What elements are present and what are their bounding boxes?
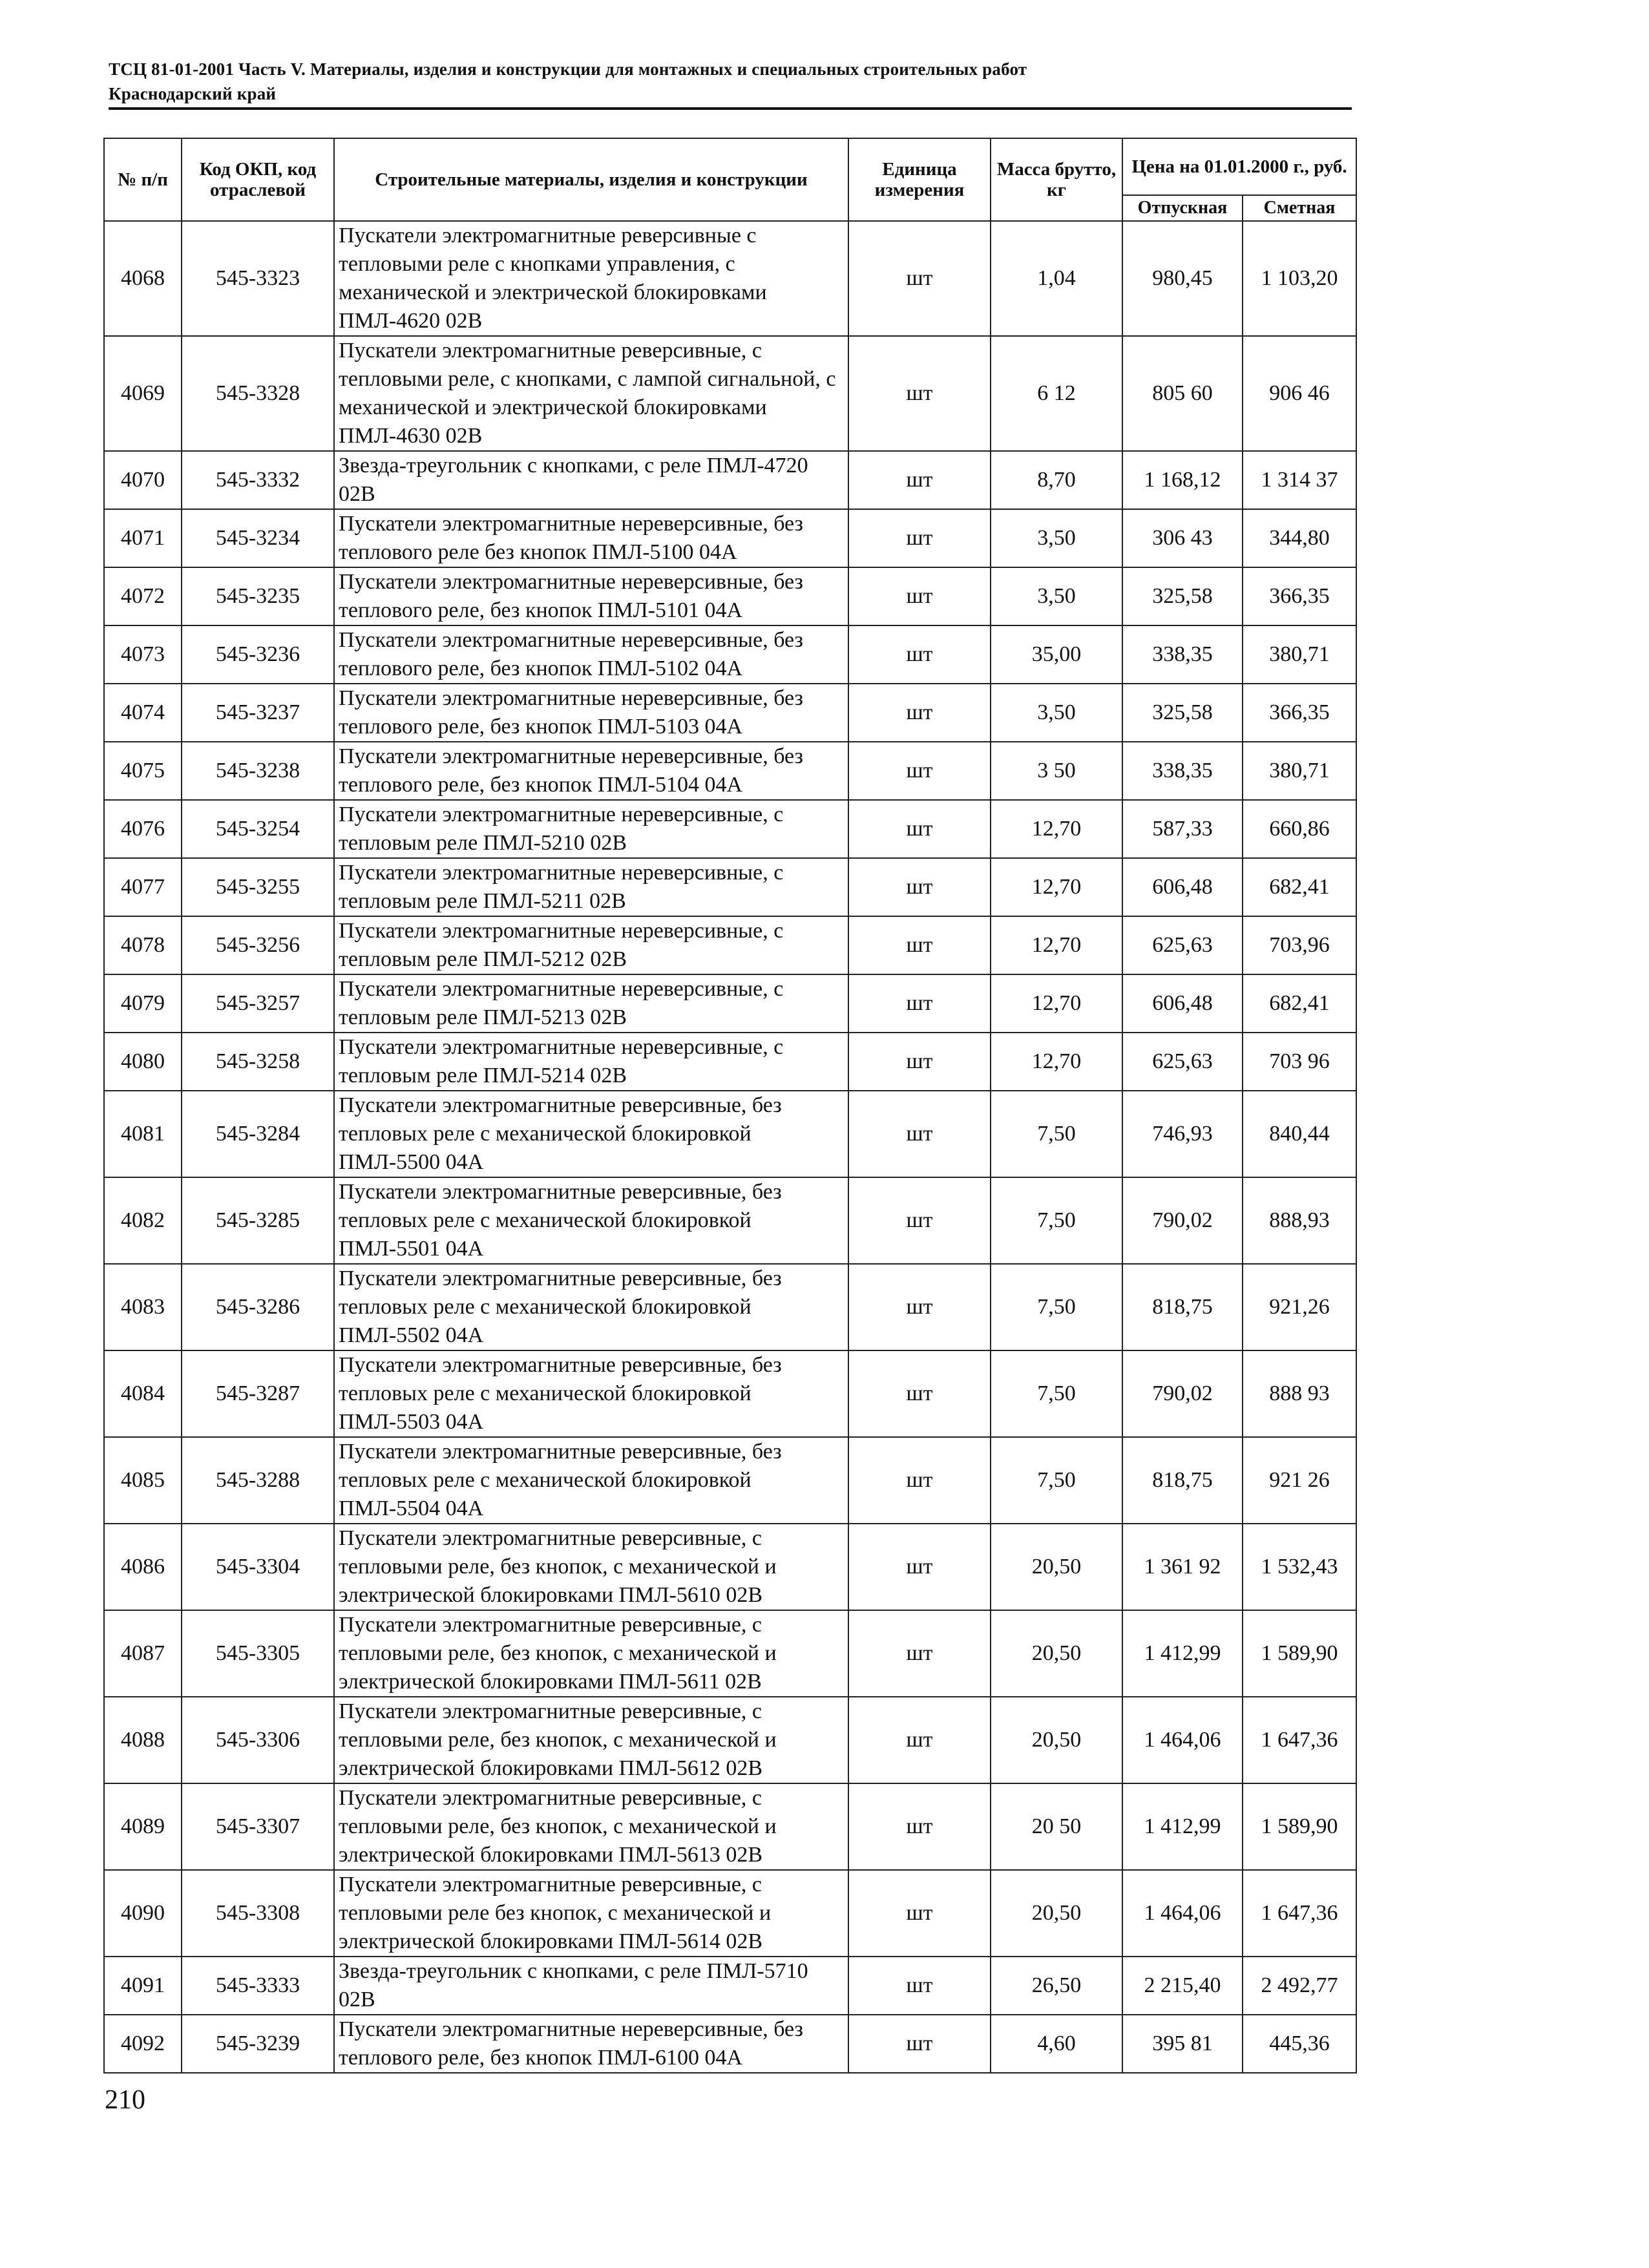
- cell-mass: 4,60: [991, 2015, 1122, 2073]
- cell-unit: шт: [848, 1350, 991, 1437]
- table-row: [104, 1957, 1356, 2015]
- table-row: [104, 916, 1356, 974]
- cell-name: Пускатели электромагнитные реверсивные, без тепловых реле с механической блокировкой ПМЛ-5500 04А: [334, 1091, 848, 1177]
- cell-mass: 3,50: [991, 684, 1122, 742]
- cell-name: Пускатели электромагнитные нереверсивные, без теплового реле, без кнопок ПМЛ-6100 04А: [334, 2015, 848, 2073]
- cell-estimate: 380,71: [1243, 625, 1356, 684]
- table-row: [104, 1437, 1356, 1524]
- cell-name: Пускатели электромагнитные нереверсивные, без теплового реле, без кнопок ПМЛ-5103 04А: [334, 684, 848, 742]
- cell-num: 4070: [104, 451, 182, 509]
- table-row: [104, 1610, 1356, 1697]
- cell-unit: шт: [848, 336, 991, 451]
- cell-unit: шт: [848, 509, 991, 567]
- cell-mass: 20 50: [991, 1783, 1122, 1870]
- cell-num: 4086: [104, 1524, 182, 1610]
- page-number: 210: [105, 2085, 145, 2115]
- cell-unit: шт: [848, 800, 991, 858]
- cell-release: 790,02: [1122, 1177, 1243, 1264]
- cell-num: 4074: [104, 684, 182, 742]
- cell-num: 4069: [104, 336, 182, 451]
- cell-unit: шт: [848, 1783, 991, 1870]
- table-row: [104, 800, 1356, 858]
- table-row: [104, 1177, 1356, 1264]
- cell-name: Пускатели электромагнитные реверсивные с тепловыми реле с кнопками управления, с механической и электрической блокировками ПМЛ-4620 02В: [334, 221, 848, 336]
- cell-release: 746,93: [1122, 1091, 1243, 1177]
- cell-unit: шт: [848, 1957, 991, 2015]
- header-title: ТСЦ 81-01-2001 Часть V. Материалы, изделия и конструкции для монтажных и специальных строительных работ: [109, 59, 1027, 79]
- cell-num: 4079: [104, 974, 182, 1033]
- cell-code: 545-3255: [182, 858, 334, 916]
- cell-release: 1 361 92: [1122, 1524, 1243, 1610]
- cell-estimate: 840,44: [1243, 1091, 1356, 1177]
- cell-release: 338,35: [1122, 625, 1243, 684]
- cell-name: Пускатели электромагнитные реверсивные, с тепловыми реле, без кнопок, с механической и электрической блокировками ПМЛ-5612 02В: [334, 1697, 848, 1783]
- cell-unit: шт: [848, 1697, 991, 1783]
- cell-name: Пускатели электромагнитные реверсивные, с тепловыми реле без кнопок, с механической и электрической блокировками ПМЛ-5614 02В: [334, 1870, 848, 1957]
- table-body: [104, 221, 1356, 2073]
- cell-code: 545-3308: [182, 1870, 334, 1957]
- cell-code: 545-3304: [182, 1524, 334, 1610]
- materials-table: [103, 138, 1357, 2074]
- cell-code: 545-3257: [182, 974, 334, 1033]
- cell-unit: шт: [848, 1033, 991, 1091]
- cell-code: 545-3305: [182, 1610, 334, 1697]
- table-row: [104, 451, 1356, 509]
- cell-num: 4088: [104, 1697, 182, 1783]
- cell-code: 545-3286: [182, 1264, 334, 1350]
- cell-name: Звезда-треугольник с кнопками, с реле ПМЛ-4720 02В: [334, 451, 848, 509]
- cell-mass: 6 12: [991, 336, 1122, 451]
- cell-code: 545-3332: [182, 451, 334, 509]
- cell-name: Пускатели электромагнитные реверсивные, без тепловых реле с механической блокировкой ПМЛ-5501 04А: [334, 1177, 848, 1264]
- cell-name: Пускатели электромагнитные реверсивные, с тепловыми реле, без кнопок, с механической и электрической блокировками ПМЛ-5610 02В: [334, 1524, 848, 1610]
- table-row: [104, 1524, 1356, 1610]
- cell-mass: 7,50: [991, 1437, 1122, 1524]
- cell-unit: шт: [848, 625, 991, 684]
- cell-num: 4083: [104, 1264, 182, 1350]
- cell-num: 4084: [104, 1350, 182, 1437]
- cell-mass: 20,50: [991, 1697, 1122, 1783]
- cell-release: 395 81: [1122, 2015, 1243, 2073]
- cell-unit: шт: [848, 742, 991, 800]
- cell-unit: шт: [848, 1177, 991, 1264]
- cell-mass: 12,70: [991, 974, 1122, 1033]
- cell-release: 306 43: [1122, 509, 1243, 567]
- cell-num: 4080: [104, 1033, 182, 1091]
- cell-name: Пускатели электромагнитные реверсивные, с тепловыми реле, без кнопок, с механической и электрической блокировками ПМЛ-5611 02В: [334, 1610, 848, 1697]
- table-row: [104, 858, 1356, 916]
- cell-release: 818,75: [1122, 1264, 1243, 1350]
- table-row: [104, 1264, 1356, 1350]
- table-row: [104, 567, 1356, 625]
- cell-unit: шт: [848, 567, 991, 625]
- cell-name: Пускатели электромагнитные нереверсивные, с тепловым реле ПМЛ-5210 02В: [334, 800, 848, 858]
- cell-mass: 35,00: [991, 625, 1122, 684]
- cell-mass: 3,50: [991, 509, 1122, 567]
- cell-code: 545-3235: [182, 567, 334, 625]
- cell-num: 4081: [104, 1091, 182, 1177]
- cell-release: 625,63: [1122, 916, 1243, 974]
- cell-release: 1 464,06: [1122, 1697, 1243, 1783]
- cell-release: 805 60: [1122, 336, 1243, 451]
- col-header-unit: Единица измерения: [848, 138, 991, 221]
- header-region: Краснодарский край: [109, 84, 277, 103]
- cell-mass: 12,70: [991, 1033, 1122, 1091]
- col-header-name: Строительные материалы, изделия и конструкции: [334, 138, 848, 221]
- table-row: [104, 742, 1356, 800]
- cell-name: Пускатели электромагнитные нереверсивные, с тепловым реле ПМЛ-5214 02В: [334, 1033, 848, 1091]
- cell-name: Пускатели электромагнитные реверсивные, без тепловых реле с механической блокировкой ПМЛ-5502 04А: [334, 1264, 848, 1350]
- cell-code: 545-3323: [182, 221, 334, 336]
- cell-estimate: 1 647,36: [1243, 1697, 1356, 1783]
- cell-name: Пускатели электромагнитные реверсивные, без тепловых реле с механической блокировкой ПМЛ-5503 04А: [334, 1350, 848, 1437]
- cell-num: 4092: [104, 2015, 182, 2073]
- cell-mass: 8,70: [991, 451, 1122, 509]
- cell-mass: 12,70: [991, 858, 1122, 916]
- cell-mass: 26,50: [991, 1957, 1122, 2015]
- cell-release: 325,58: [1122, 567, 1243, 625]
- cell-estimate: 906 46: [1243, 336, 1356, 451]
- cell-num: 4072: [104, 567, 182, 625]
- cell-code: 545-3237: [182, 684, 334, 742]
- cell-name: Пускатели электромагнитные реверсивные, без тепловых реле с механической блокировкой ПМЛ-5504 04А: [334, 1437, 848, 1524]
- cell-release: 818,75: [1122, 1437, 1243, 1524]
- cell-num: 4077: [104, 858, 182, 916]
- cell-mass: 3 50: [991, 742, 1122, 800]
- cell-name: Пускатели электромагнитные реверсивные, с тепловыми реле, без кнопок, с механической и электрической блокировками ПМЛ-5613 02В: [334, 1783, 848, 1870]
- cell-release: 2 215,40: [1122, 1957, 1243, 2015]
- cell-estimate: 703 96: [1243, 1033, 1356, 1091]
- cell-code: 545-3239: [182, 2015, 334, 2073]
- table-row: [104, 1870, 1356, 1957]
- cell-num: 4078: [104, 916, 182, 974]
- cell-unit: шт: [848, 1091, 991, 1177]
- cell-code: 545-3236: [182, 625, 334, 684]
- col-header-estimate: Сметная: [1243, 195, 1356, 221]
- col-header-mass: Масса брутто, кг: [991, 138, 1122, 221]
- cell-num: 4076: [104, 800, 182, 858]
- cell-mass: 7,50: [991, 1264, 1122, 1350]
- cell-mass: 1,04: [991, 221, 1122, 336]
- cell-code: 545-3254: [182, 800, 334, 858]
- cell-code: 545-3288: [182, 1437, 334, 1524]
- cell-release: 980,45: [1122, 221, 1243, 336]
- cell-mass: 20,50: [991, 1524, 1122, 1610]
- cell-num: 4091: [104, 1957, 182, 2015]
- table-row: [104, 1091, 1356, 1177]
- cell-name: Пускатели электромагнитные реверсивные, с тепловыми реле, с кнопками, с лампой сигнальной, с механической и электрической блокировками ПМЛ-4630 02В: [334, 336, 848, 451]
- cell-release: 606,48: [1122, 858, 1243, 916]
- cell-mass: 12,70: [991, 800, 1122, 858]
- cell-unit: шт: [848, 858, 991, 916]
- cell-estimate: 445,36: [1243, 2015, 1356, 2073]
- cell-code: 545-3234: [182, 509, 334, 567]
- col-header-code: Код ОКП, код отраслевой: [182, 138, 334, 221]
- cell-code: 545-3258: [182, 1033, 334, 1091]
- cell-estimate: 366,35: [1243, 684, 1356, 742]
- cell-name: Пускатели электромагнитные нереверсивные, без теплового реле, без кнопок ПМЛ-5101 04А: [334, 567, 848, 625]
- cell-release: 606,48: [1122, 974, 1243, 1033]
- table-row: [104, 1697, 1356, 1783]
- cell-unit: шт: [848, 1264, 991, 1350]
- table-row: [104, 1350, 1356, 1437]
- cell-num: 4089: [104, 1783, 182, 1870]
- cell-mass: 20,50: [991, 1610, 1122, 1697]
- cell-code: 545-3307: [182, 1783, 334, 1870]
- cell-name: Пускатели электромагнитные нереверсивные, с тепловым реле ПМЛ-5212 02В: [334, 916, 848, 974]
- cell-unit: шт: [848, 1437, 991, 1524]
- cell-release: 1 464,06: [1122, 1870, 1243, 1957]
- cell-release: 1 168,12: [1122, 451, 1243, 509]
- cell-unit: шт: [848, 1524, 991, 1610]
- cell-name: Пускатели электромагнитные нереверсивные, с тепловым реле ПМЛ-5211 02В: [334, 858, 848, 916]
- cell-unit: шт: [848, 221, 991, 336]
- cell-release: 325,58: [1122, 684, 1243, 742]
- table-row: [104, 1783, 1356, 1870]
- cell-code: 545-3328: [182, 336, 334, 451]
- table-row: [104, 684, 1356, 742]
- table-row: [104, 1033, 1356, 1091]
- cell-release: 625,63: [1122, 1033, 1243, 1091]
- col-header-release: Отпускная: [1122, 195, 1243, 221]
- cell-estimate: 1 314 37: [1243, 451, 1356, 509]
- cell-code: 545-3333: [182, 1957, 334, 2015]
- cell-mass: 7,50: [991, 1091, 1122, 1177]
- cell-release: 587,33: [1122, 800, 1243, 858]
- cell-estimate: 888 93: [1243, 1350, 1356, 1437]
- cell-estimate: 888,93: [1243, 1177, 1356, 1264]
- cell-mass: 20,50: [991, 1870, 1122, 1957]
- cell-unit: шт: [848, 1610, 991, 1697]
- cell-code: 545-3287: [182, 1350, 334, 1437]
- cell-num: 4082: [104, 1177, 182, 1264]
- cell-estimate: 1 647,36: [1243, 1870, 1356, 1957]
- col-header-num: № п/п: [104, 138, 182, 221]
- cell-unit: шт: [848, 684, 991, 742]
- cell-release: 338,35: [1122, 742, 1243, 800]
- cell-release: 790,02: [1122, 1350, 1243, 1437]
- cell-code: 545-3238: [182, 742, 334, 800]
- cell-num: 4075: [104, 742, 182, 800]
- cell-code: 545-3256: [182, 916, 334, 974]
- cell-estimate: 682,41: [1243, 974, 1356, 1033]
- cell-estimate: 366,35: [1243, 567, 1356, 625]
- cell-estimate: 921,26: [1243, 1264, 1356, 1350]
- page-header: [109, 57, 1349, 106]
- cell-release: 1 412,99: [1122, 1610, 1243, 1697]
- cell-num: 4090: [104, 1870, 182, 1957]
- cell-mass: 7,50: [991, 1177, 1122, 1264]
- table-row: [104, 509, 1356, 567]
- cell-code: 545-3284: [182, 1091, 334, 1177]
- cell-unit: шт: [848, 451, 991, 509]
- cell-name: Пускатели электромагнитные нереверсивные, без теплового реле без кнопок ПМЛ-5100 04А: [334, 509, 848, 567]
- cell-unit: шт: [848, 974, 991, 1033]
- cell-estimate: 682,41: [1243, 858, 1356, 916]
- cell-name: Звезда-треугольник с кнопками, с реле ПМЛ-5710 02В: [334, 1957, 848, 2015]
- cell-mass: 7,50: [991, 1350, 1122, 1437]
- cell-name: Пускатели электромагнитные нереверсивные, без теплового реле, без кнопок ПМЛ-5102 04А: [334, 625, 848, 684]
- cell-code: 545-3306: [182, 1697, 334, 1783]
- cell-unit: шт: [848, 916, 991, 974]
- cell-estimate: 1 532,43: [1243, 1524, 1356, 1610]
- cell-num: 4071: [104, 509, 182, 567]
- cell-estimate: 1 589,90: [1243, 1610, 1356, 1697]
- col-header-price: Цена на 01.01.2000 г., руб.: [1122, 138, 1356, 195]
- cell-estimate: 1 589,90: [1243, 1783, 1356, 1870]
- table-row: [104, 2015, 1356, 2073]
- cell-code: 545-3285: [182, 1177, 334, 1264]
- cell-unit: шт: [848, 1870, 991, 1957]
- cell-mass: 3,50: [991, 567, 1122, 625]
- cell-name: Пускатели электромагнитные нереверсивные, с тепловым реле ПМЛ-5213 02В: [334, 974, 848, 1033]
- header-rule: [109, 107, 1352, 110]
- cell-num: 4068: [104, 221, 182, 336]
- cell-num: 4073: [104, 625, 182, 684]
- cell-name: Пускатели электромагнитные нереверсивные, без теплового реле, без кнопок ПМЛ-5104 04А: [334, 742, 848, 800]
- cell-estimate: 703,96: [1243, 916, 1356, 974]
- cell-estimate: 921 26: [1243, 1437, 1356, 1524]
- cell-estimate: 2 492,77: [1243, 1957, 1356, 2015]
- cell-mass: 12,70: [991, 916, 1122, 974]
- table-row: [104, 625, 1356, 684]
- table-row: [104, 974, 1356, 1033]
- cell-num: 4087: [104, 1610, 182, 1697]
- table-row: [104, 336, 1356, 451]
- cell-estimate: 1 103,20: [1243, 221, 1356, 336]
- cell-num: 4085: [104, 1437, 182, 1524]
- table-row: [104, 221, 1356, 336]
- cell-release: 1 412,99: [1122, 1783, 1243, 1870]
- cell-unit: шт: [848, 2015, 991, 2073]
- cell-estimate: 380,71: [1243, 742, 1356, 800]
- cell-estimate: 344,80: [1243, 509, 1356, 567]
- cell-estimate: 660,86: [1243, 800, 1356, 858]
